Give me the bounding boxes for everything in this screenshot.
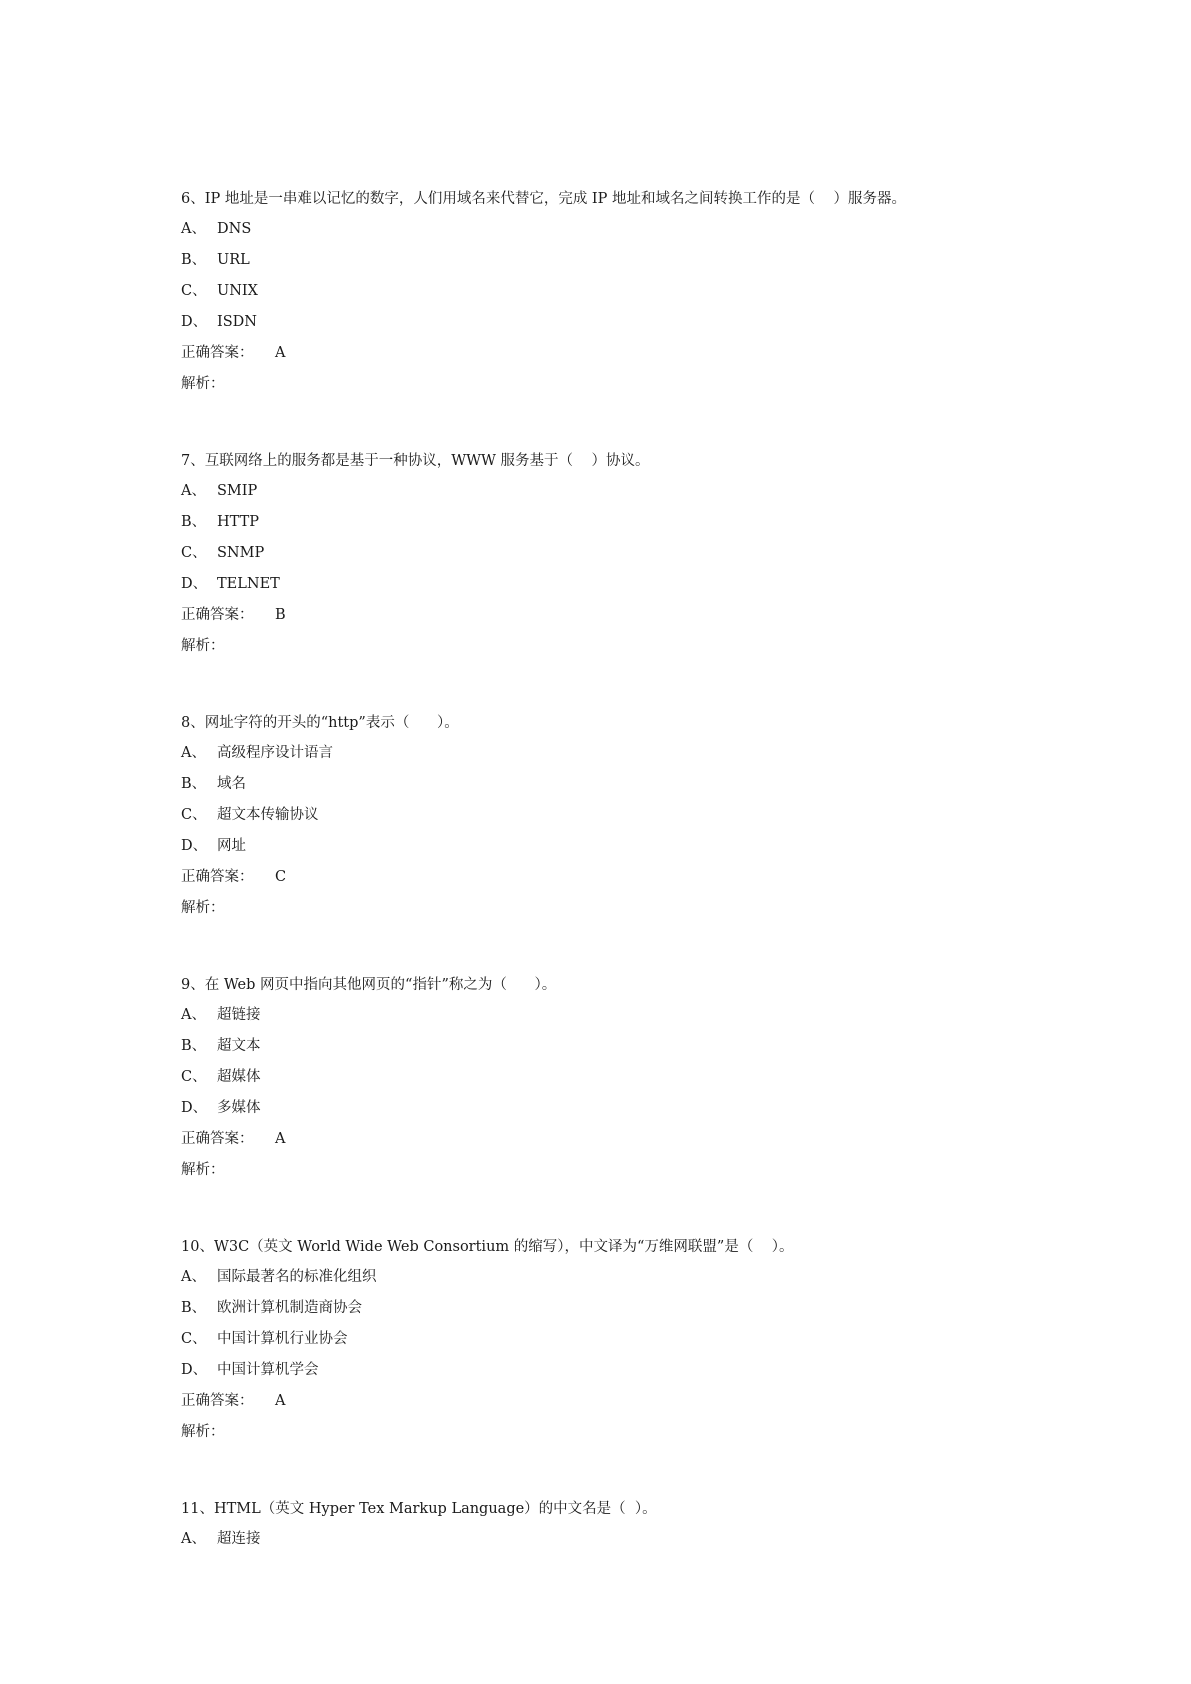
- option-text: TELNET: [217, 576, 280, 592]
- answer-label: 正确答案：: [181, 869, 254, 885]
- answer-value: A: [275, 1393, 286, 1409]
- option-text: SNMP: [217, 545, 265, 561]
- analysis-label: 解析：: [181, 376, 225, 392]
- option-letter: B、: [181, 514, 207, 530]
- option-d: [181, 1093, 1081, 1124]
- option-d: [181, 1355, 1081, 1386]
- option-text: URL: [217, 252, 250, 268]
- option-d: [181, 307, 1081, 338]
- option-letter: C、: [181, 283, 207, 299]
- answer-value: C: [275, 869, 287, 885]
- option-text: 超链接: [217, 1007, 261, 1023]
- option-letter: B、: [181, 1300, 207, 1316]
- option-text: HTTP: [217, 514, 260, 530]
- option-c: [181, 800, 1081, 831]
- option-c: [181, 276, 1081, 307]
- option-a: [181, 1000, 1081, 1031]
- option-b: [181, 769, 1081, 800]
- correct-answer: [181, 338, 1081, 369]
- option-letter: C、: [181, 1331, 207, 1347]
- answer-label: 正确答案：: [181, 1393, 254, 1409]
- question-stem: 6、IP 地址是一串难以记忆的数字，人们用域名来代替它，完成 IP 地址和域名之间转换工作的是（ ）服务器。: [181, 191, 906, 207]
- option-text: 国际最著名的标准化组织: [217, 1269, 377, 1285]
- correct-answer: [181, 1386, 1081, 1417]
- answer-value: B: [275, 607, 286, 623]
- question-9: [181, 970, 1081, 1186]
- option-text: 超文本: [217, 1038, 261, 1054]
- answer-label: 正确答案：: [181, 345, 254, 361]
- question-stem: 11、HTML（英文 Hyper Tex Markup Language）的中文名是（ ）。: [181, 1501, 657, 1517]
- option-text: 中国计算机学会: [217, 1362, 319, 1378]
- option-text: 超连接: [217, 1531, 261, 1547]
- option-letter: B、: [181, 252, 207, 268]
- option-letter: A、: [181, 221, 206, 237]
- option-a: [181, 738, 1081, 769]
- option-a: [181, 1262, 1081, 1293]
- option-letter: D、: [181, 576, 208, 592]
- analysis-label: 解析：: [181, 1424, 225, 1440]
- option-letter: C、: [181, 807, 207, 823]
- question-stem: 7、互联网络上的服务都是基于一种协议，WWW 服务基于（ ）协议。: [181, 453, 650, 469]
- option-text: 中国计算机行业协会: [217, 1331, 348, 1347]
- option-a: [181, 1524, 1081, 1555]
- option-d: [181, 569, 1081, 600]
- option-b: [181, 245, 1081, 276]
- question-6: [181, 184, 1081, 400]
- question-7: [181, 446, 1081, 662]
- option-a: [181, 214, 1081, 245]
- option-letter: A、: [181, 1531, 206, 1547]
- option-text: UNIX: [217, 283, 258, 299]
- option-d: [181, 831, 1081, 862]
- option-c: [181, 1324, 1081, 1355]
- question-stem: 10、W3C（英文 World Wide Web Consortium 的缩写），中文译为“万维网联盟”是（ ）。: [181, 1239, 794, 1255]
- correct-answer: [181, 600, 1081, 631]
- option-letter: A、: [181, 1007, 206, 1023]
- option-text: ISDN: [217, 314, 257, 330]
- answer-label: 正确答案：: [181, 1131, 254, 1147]
- option-letter: D、: [181, 1100, 208, 1116]
- analysis-label: 解析：: [181, 900, 225, 916]
- option-text: DNS: [217, 221, 252, 237]
- option-c: [181, 1062, 1081, 1093]
- question-10: [181, 1232, 1081, 1448]
- question-stem: 9、在 Web 网页中指向其他网页的“指针”称之为（ ）。: [181, 977, 557, 993]
- option-letter: C、: [181, 1069, 207, 1085]
- answer-value: A: [275, 345, 286, 361]
- option-b: [181, 1031, 1081, 1062]
- option-c: [181, 538, 1081, 569]
- question-11: [181, 1494, 1081, 1555]
- option-letter: B、: [181, 1038, 207, 1054]
- question-stem: 8、网址字符的开头的“http”表示（ ）。: [181, 715, 459, 731]
- option-text: 多媒体: [217, 1100, 261, 1116]
- option-text: 高级程序设计语言: [217, 745, 333, 761]
- option-letter: D、: [181, 1362, 208, 1378]
- option-letter: B、: [181, 776, 207, 792]
- option-letter: D、: [181, 838, 208, 854]
- option-b: [181, 1293, 1081, 1324]
- option-letter: A、: [181, 483, 206, 499]
- question-8: [181, 708, 1081, 924]
- analysis-label: 解析：: [181, 638, 225, 654]
- option-letter: A、: [181, 745, 206, 761]
- option-letter: C、: [181, 545, 207, 561]
- option-text: SMIP: [217, 483, 258, 499]
- correct-answer: [181, 862, 1081, 893]
- option-text: 超媒体: [217, 1069, 261, 1085]
- option-text: 网址: [217, 838, 246, 854]
- analysis-label: 解析：: [181, 1162, 225, 1178]
- answer-value: A: [275, 1131, 286, 1147]
- option-text: 欧洲计算机制造商协会: [217, 1300, 362, 1316]
- option-b: [181, 507, 1081, 538]
- option-letter: D、: [181, 314, 208, 330]
- option-letter: A、: [181, 1269, 206, 1285]
- option-text: 域名: [217, 776, 246, 792]
- answer-label: 正确答案：: [181, 607, 254, 623]
- correct-answer: [181, 1124, 1081, 1155]
- option-text: 超文本传输协议: [217, 807, 319, 823]
- option-a: [181, 476, 1081, 507]
